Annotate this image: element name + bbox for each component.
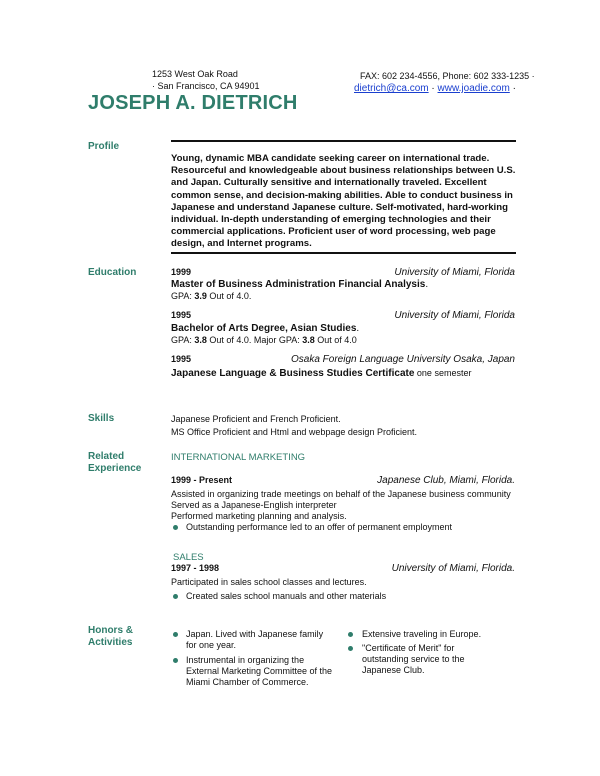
profile-bottom-rule bbox=[171, 252, 516, 254]
job-title: SALES bbox=[173, 552, 204, 563]
job-line: Participated in sales school classes and lectures. bbox=[171, 577, 367, 587]
job-dates: 1997 - 1998 bbox=[171, 563, 220, 573]
honors-heading-1: Honors & bbox=[88, 625, 133, 636]
edu-gpa: GPA: 3.9 Out of 4.0. bbox=[171, 291, 252, 301]
contact-phone: FAX: 602 234-4556, Phone: 602 333-1235 · bbox=[360, 71, 535, 81]
honor-item: "Certificate of Merit" for outstanding service to the Japanese Club. bbox=[362, 643, 465, 675]
edu-school: Osaka Foreign Language University Osaka, Japan bbox=[290, 354, 515, 365]
edu-school: University of Miami, Florida bbox=[394, 267, 515, 278]
job-line: Assisted in organizing trade meetings on behalf of the Japanese business community bbox=[171, 489, 511, 499]
job-bullet: Created sales school manuals and other materials bbox=[186, 591, 387, 601]
job-title: INTERNATIONAL MARKETING bbox=[171, 452, 306, 463]
experience-heading-1: Related bbox=[88, 451, 125, 462]
edu-year: 1995 bbox=[171, 354, 192, 364]
job-line: Served as a Japanese-English interpreter bbox=[171, 500, 337, 510]
skill-line: MS Office Proficient and Html and webpage design Proficient. bbox=[171, 427, 417, 437]
website-link[interactable]: www.joadie.com bbox=[437, 83, 510, 94]
edu-degree: Master of Business Administration Financial Analysis. bbox=[171, 279, 429, 290]
profile-top-rule bbox=[171, 140, 516, 142]
edu-gpa: GPA: 3.8 Out of 4.0. Major GPA: 3.8 Out of 4.0 bbox=[171, 335, 357, 345]
profile-heading: Profile bbox=[88, 141, 120, 152]
job-bullet: Outstanding performance led to an offer of permanent employment bbox=[186, 522, 452, 532]
education-heading: Education bbox=[88, 267, 137, 278]
job-line: Performed marketing planning and analysis. bbox=[171, 511, 347, 521]
contact-links bbox=[354, 83, 516, 94]
edu-year: 1999 bbox=[171, 267, 192, 277]
candidate-name: JOSEPH A. DIETRICH bbox=[88, 92, 298, 114]
bullet-icon bbox=[173, 658, 178, 663]
bullet-icon bbox=[173, 594, 178, 599]
email-link[interactable]: dietrich@ca.com bbox=[354, 83, 429, 94]
edu-degree: Japanese Language & Business Studies Certificate one semester bbox=[171, 368, 472, 379]
job-employer: Japanese Club, Miami, Florida. bbox=[377, 475, 515, 486]
separator: · bbox=[512, 83, 516, 94]
edu-year: 1995 bbox=[171, 310, 192, 320]
edu-school: University of Miami, Florida bbox=[394, 310, 515, 321]
honors-heading-2: Activities bbox=[88, 637, 133, 648]
honor-item: Extensive traveling in Europe. bbox=[362, 629, 482, 639]
address-line-1: 1253 West Oak Road bbox=[152, 69, 238, 79]
bullet-icon bbox=[348, 646, 353, 651]
address-line-2: · San Francisco, CA 94901 bbox=[152, 81, 260, 91]
bullet-icon bbox=[173, 525, 178, 530]
honor-item: Japan. Lived with Japanese family for one year. bbox=[186, 629, 324, 650]
profile-text: Young, dynamic MBA candidate seeking career on international trade. Resourceful and knowledgeable about business relationships between U.S. and Japan. Culturally sensitive and internationally traveled. Excellent common sense, and decision-making abilities. Able to conduct business in Japanese and understand Japanese culture. Self-motivated, hard-working individual. In-depth understanding of emerging technologies and their commercial applications. Proficient user of word processing, web page design, and Internet programs. bbox=[171, 153, 516, 250]
bullet-icon bbox=[173, 632, 178, 637]
job-employer: University of Miami, Florida. bbox=[391, 563, 515, 574]
skills-heading: Skills bbox=[88, 413, 115, 424]
job-dates: 1999 - Present bbox=[171, 475, 233, 485]
honor-item: Instrumental in organizing the External Marketing Committee of the Miami Chamber of Commerce. bbox=[186, 655, 333, 687]
edu-degree: Bachelor of Arts Degree, Asian Studies. bbox=[171, 323, 360, 334]
skill-line: Japanese Proficient and French Proficient. bbox=[171, 414, 341, 424]
bullet-icon bbox=[348, 632, 353, 637]
separator: · bbox=[431, 83, 435, 94]
experience-heading-2: Experience bbox=[88, 463, 142, 474]
